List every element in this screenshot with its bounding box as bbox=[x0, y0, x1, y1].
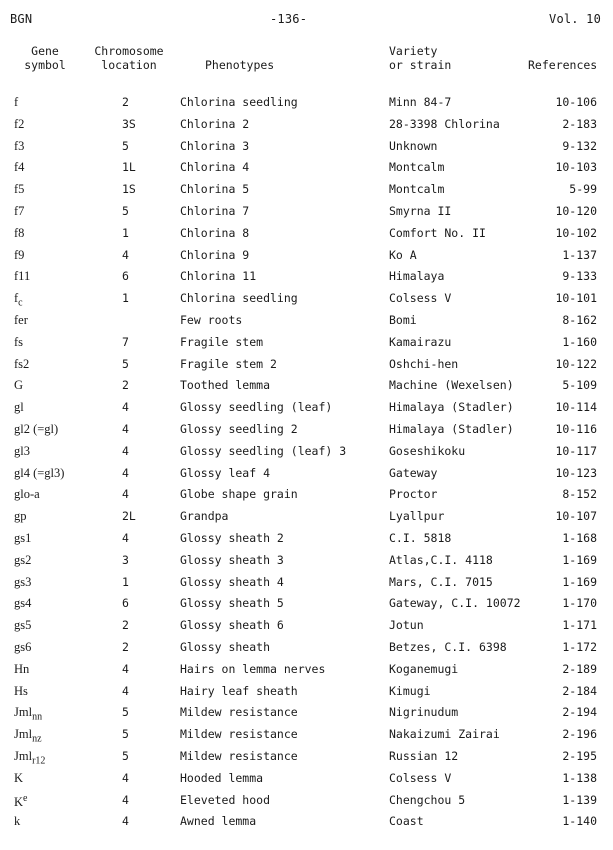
reference-cell: 1-139 bbox=[562, 792, 597, 807]
gene-symbol-text: gs4 bbox=[14, 596, 32, 611]
gene-symbol-text: Jml bbox=[14, 727, 33, 742]
table-row bbox=[0, 95, 613, 117]
phenotype-cell: Glossy sheath 4 bbox=[180, 574, 284, 589]
table-row bbox=[0, 378, 613, 400]
gene-symbol-text: G bbox=[14, 378, 24, 393]
phenotype-cell: Chlorina seedling bbox=[180, 291, 298, 306]
variety-cell: Himalaya (Stadler) bbox=[389, 400, 514, 415]
variety-cell: Minn 84-7 bbox=[389, 95, 452, 109]
column-header-line: Gene bbox=[31, 44, 59, 58]
table-row bbox=[0, 575, 613, 597]
table-row bbox=[0, 727, 613, 749]
gene-symbol-text: f bbox=[14, 291, 19, 306]
column-header-gene-symbol bbox=[12, 44, 78, 72]
reference-cell: 10-123 bbox=[555, 465, 597, 480]
gene-symbol-cell bbox=[14, 444, 30, 459]
gene-symbol-text: gl3 bbox=[14, 443, 30, 458]
reference-cell: 10-106 bbox=[555, 95, 597, 109]
variety-cell: Machine (Wexelsen) bbox=[389, 378, 514, 393]
phenotype-cell: Glossy leaf 4 bbox=[180, 465, 271, 480]
gene-symbol-cell bbox=[14, 814, 20, 829]
chromosome-cell: 1 bbox=[122, 574, 129, 589]
variety-cell: Kimugi bbox=[389, 683, 431, 698]
table-row bbox=[0, 248, 613, 270]
chromosome-cell: 5 bbox=[122, 203, 129, 218]
gene-symbol-text: gs1 bbox=[14, 530, 32, 545]
gene-symbol-cell bbox=[14, 553, 31, 568]
table-row bbox=[0, 662, 613, 684]
gene-symbol-text: fs bbox=[14, 334, 24, 349]
table-row bbox=[0, 814, 613, 836]
gene-symbol-subscript: r12 bbox=[32, 755, 46, 767]
table-row bbox=[0, 269, 613, 291]
reference-cell: 2-195 bbox=[562, 748, 597, 763]
gene-symbol-cell bbox=[14, 357, 29, 372]
table-row bbox=[0, 444, 613, 466]
phenotype-cell: Chlorina 8 bbox=[180, 225, 250, 240]
gene-symbol-text: gl4 (=gl3) bbox=[14, 465, 65, 480]
gene-symbol-cell bbox=[14, 313, 28, 328]
chromosome-cell: 4 bbox=[122, 465, 129, 480]
chromosome-cell: 1L bbox=[122, 160, 136, 175]
gene-symbol-text: gl2 (=gl) bbox=[14, 421, 59, 436]
chromosome-cell: 7 bbox=[122, 334, 129, 349]
gene-symbol-cell bbox=[14, 117, 24, 132]
chromosome-cell: 4 bbox=[122, 421, 129, 436]
gene-symbol-text: K bbox=[14, 770, 24, 785]
phenotype-cell: Mildew resistance bbox=[180, 705, 298, 720]
chromosome-cell: 5 bbox=[122, 727, 129, 742]
table-row bbox=[0, 466, 613, 488]
phenotype-cell: Glossy sheath 5 bbox=[180, 596, 284, 611]
variety-cell: Coast bbox=[389, 814, 424, 829]
gene-symbol-cell bbox=[14, 226, 24, 241]
table-row bbox=[0, 182, 613, 204]
phenotype-cell: Fragile stem bbox=[180, 334, 264, 349]
table-row bbox=[0, 160, 613, 182]
reference-cell: 1-168 bbox=[562, 530, 597, 545]
phenotype-cell: Few roots bbox=[180, 312, 243, 327]
table-row bbox=[0, 204, 613, 226]
table-row bbox=[0, 400, 613, 422]
gene-symbol-text: gs5 bbox=[14, 618, 32, 633]
table-row bbox=[0, 684, 613, 706]
reference-cell: 10-114 bbox=[555, 400, 597, 415]
column-header-chromosome-location bbox=[86, 44, 172, 72]
variety-cell: Mars, C.I. 7015 bbox=[389, 574, 493, 589]
chromosome-cell: 2 bbox=[122, 639, 129, 654]
phenotype-cell: Awned lemma bbox=[180, 814, 257, 829]
variety-cell: Smyrna II bbox=[389, 203, 452, 218]
table-row bbox=[0, 313, 613, 335]
gene-symbol-text: f8 bbox=[14, 225, 25, 240]
variety-cell: Atlas,C.I. 4118 bbox=[389, 552, 493, 567]
chromosome-cell: 6 bbox=[122, 269, 129, 284]
gene-symbol-text: gs6 bbox=[14, 639, 32, 654]
gene-symbol-cell bbox=[14, 422, 58, 437]
reference-cell: 10-122 bbox=[555, 356, 597, 371]
variety-cell: Betzes, C.I. 6398 bbox=[389, 639, 507, 654]
gene-symbol-superscript: e bbox=[23, 792, 28, 804]
chromosome-cell: 2L bbox=[122, 509, 136, 524]
table-row bbox=[0, 531, 613, 553]
variety-cell: Bomi bbox=[389, 312, 417, 327]
gene-symbol-text: glo-a bbox=[14, 487, 40, 502]
gene-symbol-text: gp bbox=[14, 509, 27, 524]
gene-symbol-text: f7 bbox=[14, 203, 25, 218]
variety-cell: Gateway, C.I. 10072 bbox=[389, 596, 521, 611]
column-header-line: location bbox=[101, 58, 157, 72]
gene-symbol-cell bbox=[14, 269, 30, 284]
gene-table-body bbox=[0, 95, 613, 836]
reference-cell: 5-109 bbox=[562, 378, 597, 393]
phenotype-cell: Chlorina 5 bbox=[180, 182, 250, 197]
variety-cell: Lyallpur bbox=[389, 509, 445, 524]
variety-cell: Colsess V bbox=[389, 291, 452, 306]
gene-symbol-cell bbox=[14, 727, 42, 745]
gene-symbol-text: f3 bbox=[14, 138, 25, 153]
gene-symbol-text: fs2 bbox=[14, 356, 30, 371]
chromosome-cell: 5 bbox=[122, 705, 129, 720]
gene-symbol-text: Jml bbox=[14, 705, 33, 720]
gene-symbol-subscript: nn bbox=[32, 711, 43, 723]
gene-symbol-cell bbox=[14, 575, 31, 590]
table-row bbox=[0, 553, 613, 575]
gene-symbol-cell bbox=[14, 139, 24, 154]
variety-cell: Montcalm bbox=[389, 160, 445, 175]
gene-symbol-cell bbox=[14, 749, 45, 767]
table-row bbox=[0, 705, 613, 727]
gene-symbol-cell bbox=[14, 248, 24, 263]
phenotype-cell: Glossy seedling (leaf) 3 bbox=[180, 443, 347, 458]
chromosome-cell: 2 bbox=[122, 618, 129, 633]
gene-symbol-cell bbox=[14, 335, 23, 350]
chromosome-cell: 4 bbox=[122, 400, 129, 415]
table-row bbox=[0, 618, 613, 640]
variety-cell: Ko A bbox=[389, 247, 417, 262]
chromosome-cell: 1 bbox=[122, 225, 129, 240]
reference-cell: 1-169 bbox=[562, 574, 597, 589]
phenotype-cell: Hairy leaf sheath bbox=[180, 683, 298, 698]
gene-symbol-subscript: c bbox=[18, 297, 23, 309]
table-row bbox=[0, 771, 613, 793]
phenotype-cell: Glossy seedling 2 bbox=[180, 421, 298, 436]
gene-symbol-cell bbox=[14, 487, 40, 502]
reference-cell: 10-120 bbox=[555, 203, 597, 218]
variety-cell: Nigrinudum bbox=[389, 705, 459, 720]
gene-symbol-cell bbox=[14, 531, 31, 546]
reference-cell: 1-137 bbox=[562, 247, 597, 262]
gene-symbol-text: gs2 bbox=[14, 552, 32, 567]
variety-cell: Himalaya (Stadler) bbox=[389, 421, 514, 436]
reference-cell: 2-194 bbox=[562, 705, 597, 720]
table-row bbox=[0, 487, 613, 509]
reference-cell: 1-138 bbox=[562, 770, 597, 785]
gene-symbol-cell bbox=[14, 182, 24, 197]
gene-symbol-text: f4 bbox=[14, 160, 25, 175]
phenotype-cell: Glossy sheath 2 bbox=[180, 530, 284, 545]
phenotype-cell: Chlorina 7 bbox=[180, 203, 250, 218]
gene-symbol-text: k bbox=[14, 814, 21, 829]
gene-symbol-text: Hn bbox=[14, 661, 30, 676]
gene-symbol-text: f9 bbox=[14, 247, 25, 262]
table-row bbox=[0, 335, 613, 357]
variety-cell: Oshchi-hen bbox=[389, 356, 459, 371]
phenotype-cell: Mildew resistance bbox=[180, 748, 298, 763]
chromosome-cell: 5 bbox=[122, 138, 129, 153]
phenotype-cell: Chlorina 3 bbox=[180, 138, 250, 153]
phenotype-cell: Eleveted hood bbox=[180, 792, 271, 807]
column-header-line: Variety bbox=[389, 44, 438, 58]
column-header-line: Chromosome bbox=[94, 44, 164, 58]
variety-cell: Colsess V bbox=[389, 770, 452, 785]
column-header-references: References bbox=[528, 58, 598, 72]
phenotype-cell: Fragile stem 2 bbox=[180, 356, 277, 371]
gene-symbol-cell bbox=[14, 771, 23, 786]
reference-cell: 10-101 bbox=[555, 291, 597, 306]
variety-cell: Proctor bbox=[389, 487, 438, 502]
gene-symbol-cell bbox=[14, 705, 42, 723]
table-row bbox=[0, 596, 613, 618]
gene-symbol-cell bbox=[14, 95, 18, 110]
gene-symbol-cell bbox=[14, 596, 31, 611]
reference-cell: 8-162 bbox=[562, 312, 597, 327]
phenotype-cell: Hooded lemma bbox=[180, 770, 264, 785]
reference-cell: 1-160 bbox=[562, 334, 597, 349]
gene-symbol-cell bbox=[14, 400, 24, 415]
variety-cell: Unknown bbox=[389, 138, 438, 153]
table-row bbox=[0, 139, 613, 161]
phenotype-cell: Chlorina seedling bbox=[180, 95, 298, 109]
gene-symbol-text: Hs bbox=[14, 683, 28, 698]
reference-cell: 9-133 bbox=[562, 269, 597, 284]
table-row bbox=[0, 640, 613, 662]
reference-cell: 10-102 bbox=[555, 225, 597, 240]
reference-cell: 1-172 bbox=[562, 639, 597, 654]
gene-symbol-text: f11 bbox=[14, 269, 31, 284]
reference-cell: 9-132 bbox=[562, 138, 597, 153]
chromosome-cell: 5 bbox=[122, 748, 129, 763]
reference-cell: 1-169 bbox=[562, 552, 597, 567]
chromosome-cell: 4 bbox=[122, 683, 129, 698]
column-header-variety bbox=[389, 44, 451, 72]
gene-symbol-cell bbox=[14, 793, 27, 810]
phenotype-cell: Glossy sheath 6 bbox=[180, 618, 284, 633]
reference-cell: 1-171 bbox=[562, 618, 597, 633]
variety-cell: Russian 12 bbox=[389, 748, 459, 763]
gene-symbol-cell bbox=[14, 618, 31, 633]
table-row bbox=[0, 749, 613, 771]
chromosome-cell: 4 bbox=[122, 443, 129, 458]
gene-symbol-cell bbox=[14, 466, 64, 481]
reference-cell: 2-196 bbox=[562, 727, 597, 742]
reference-cell: 10-107 bbox=[555, 509, 597, 524]
gene-symbol-text: f2 bbox=[14, 116, 25, 131]
phenotype-cell: Chlorina 9 bbox=[180, 247, 250, 262]
volume-label: Vol. 10 bbox=[549, 12, 601, 26]
chromosome-cell: 5 bbox=[122, 356, 129, 371]
gene-symbol-cell bbox=[14, 662, 29, 677]
journal-abbrev: BGN bbox=[10, 12, 33, 26]
variety-cell: Koganemugi bbox=[389, 661, 459, 676]
reference-cell: 2-183 bbox=[562, 116, 597, 131]
chromosome-cell: 4 bbox=[122, 770, 129, 785]
column-header-line: or strain bbox=[389, 58, 452, 72]
chromosome-cell: 2 bbox=[122, 378, 129, 393]
chromosome-cell: 1S bbox=[122, 182, 136, 197]
variety-cell: Jotun bbox=[389, 618, 424, 633]
reference-cell: 8-152 bbox=[562, 487, 597, 502]
variety-cell: Goseshikoku bbox=[389, 443, 466, 458]
gene-symbol-subscript: nz bbox=[32, 733, 42, 745]
phenotype-cell: Chlorina 11 bbox=[180, 269, 257, 284]
phenotype-cell: Globe shape grain bbox=[180, 487, 298, 502]
reference-cell: 10-103 bbox=[555, 160, 597, 175]
phenotype-cell: Glossy sheath bbox=[180, 639, 271, 654]
table-row bbox=[0, 422, 613, 444]
table-row bbox=[0, 291, 613, 313]
table-row bbox=[0, 226, 613, 248]
chromosome-cell: 4 bbox=[122, 487, 129, 502]
chromosome-cell: 4 bbox=[122, 792, 129, 807]
gene-symbol-text: fer bbox=[14, 312, 28, 327]
table-row bbox=[0, 509, 613, 531]
column-header-line: symbol bbox=[24, 58, 66, 72]
variety-cell: Montcalm bbox=[389, 182, 445, 197]
chromosome-cell: 6 bbox=[122, 596, 129, 611]
table-row bbox=[0, 117, 613, 139]
gene-symbol-cell bbox=[14, 684, 28, 699]
phenotype-cell: Glossy seedling (leaf) bbox=[180, 400, 333, 415]
phenotype-cell: Chlorina 2 bbox=[180, 116, 250, 131]
gene-symbol-text: f bbox=[14, 95, 19, 109]
phenotype-cell: Hairs on lemma nerves bbox=[180, 661, 326, 676]
gene-symbol-cell bbox=[14, 291, 23, 309]
gene-symbol-cell bbox=[14, 509, 27, 524]
phenotype-cell: Chlorina 4 bbox=[180, 160, 250, 175]
phenotype-cell: Grandpa bbox=[180, 509, 229, 524]
column-header-phenotypes: Phenotypes bbox=[205, 58, 275, 72]
variety-cell: Gateway bbox=[389, 465, 438, 480]
reference-cell: 1-170 bbox=[562, 596, 597, 611]
gene-symbol-text: gs3 bbox=[14, 574, 32, 589]
variety-cell: 28-3398 Chlorina bbox=[389, 116, 500, 131]
chromosome-cell: 3 bbox=[122, 552, 129, 567]
chromosome-cell: 1 bbox=[122, 291, 129, 306]
reference-cell: 2-189 bbox=[562, 661, 597, 676]
reference-cell: 5-99 bbox=[569, 182, 597, 197]
reference-cell: 10-117 bbox=[555, 443, 597, 458]
gene-symbol-cell bbox=[14, 160, 24, 175]
chromosome-cell: 4 bbox=[122, 247, 129, 262]
reference-cell: 1-140 bbox=[562, 814, 597, 829]
chromosome-cell: 2 bbox=[122, 95, 129, 109]
variety-cell: Chengchou 5 bbox=[389, 792, 466, 807]
variety-cell: Kamairazu bbox=[389, 334, 452, 349]
table-row bbox=[0, 793, 613, 815]
gene-symbol-text: f5 bbox=[14, 182, 25, 197]
table-row bbox=[0, 357, 613, 379]
phenotype-cell: Glossy sheath 3 bbox=[180, 552, 284, 567]
gene-symbol-cell bbox=[14, 640, 31, 655]
variety-cell: Nakaizumi Zairai bbox=[389, 727, 500, 742]
reference-cell: 10-116 bbox=[555, 421, 597, 436]
gene-symbol-cell bbox=[14, 378, 23, 393]
variety-cell: C.I. 5818 bbox=[389, 530, 452, 545]
reference-cell: 2-184 bbox=[562, 683, 597, 698]
chromosome-cell: 3S bbox=[122, 116, 136, 131]
phenotype-cell: Toothed lemma bbox=[180, 378, 271, 393]
gene-symbol-text: gl bbox=[14, 400, 24, 415]
chromosome-cell: 4 bbox=[122, 661, 129, 676]
gene-symbol-text: Jml bbox=[14, 748, 33, 763]
page-number: -136- bbox=[270, 12, 308, 26]
variety-cell: Himalaya bbox=[389, 269, 445, 284]
phenotype-cell: Mildew resistance bbox=[180, 727, 298, 742]
gene-symbol-cell bbox=[14, 204, 24, 219]
gene-symbol-text: K bbox=[14, 794, 24, 809]
chromosome-cell: 4 bbox=[122, 814, 129, 829]
chromosome-cell: 4 bbox=[122, 530, 129, 545]
variety-cell: Comfort No. II bbox=[389, 225, 486, 240]
